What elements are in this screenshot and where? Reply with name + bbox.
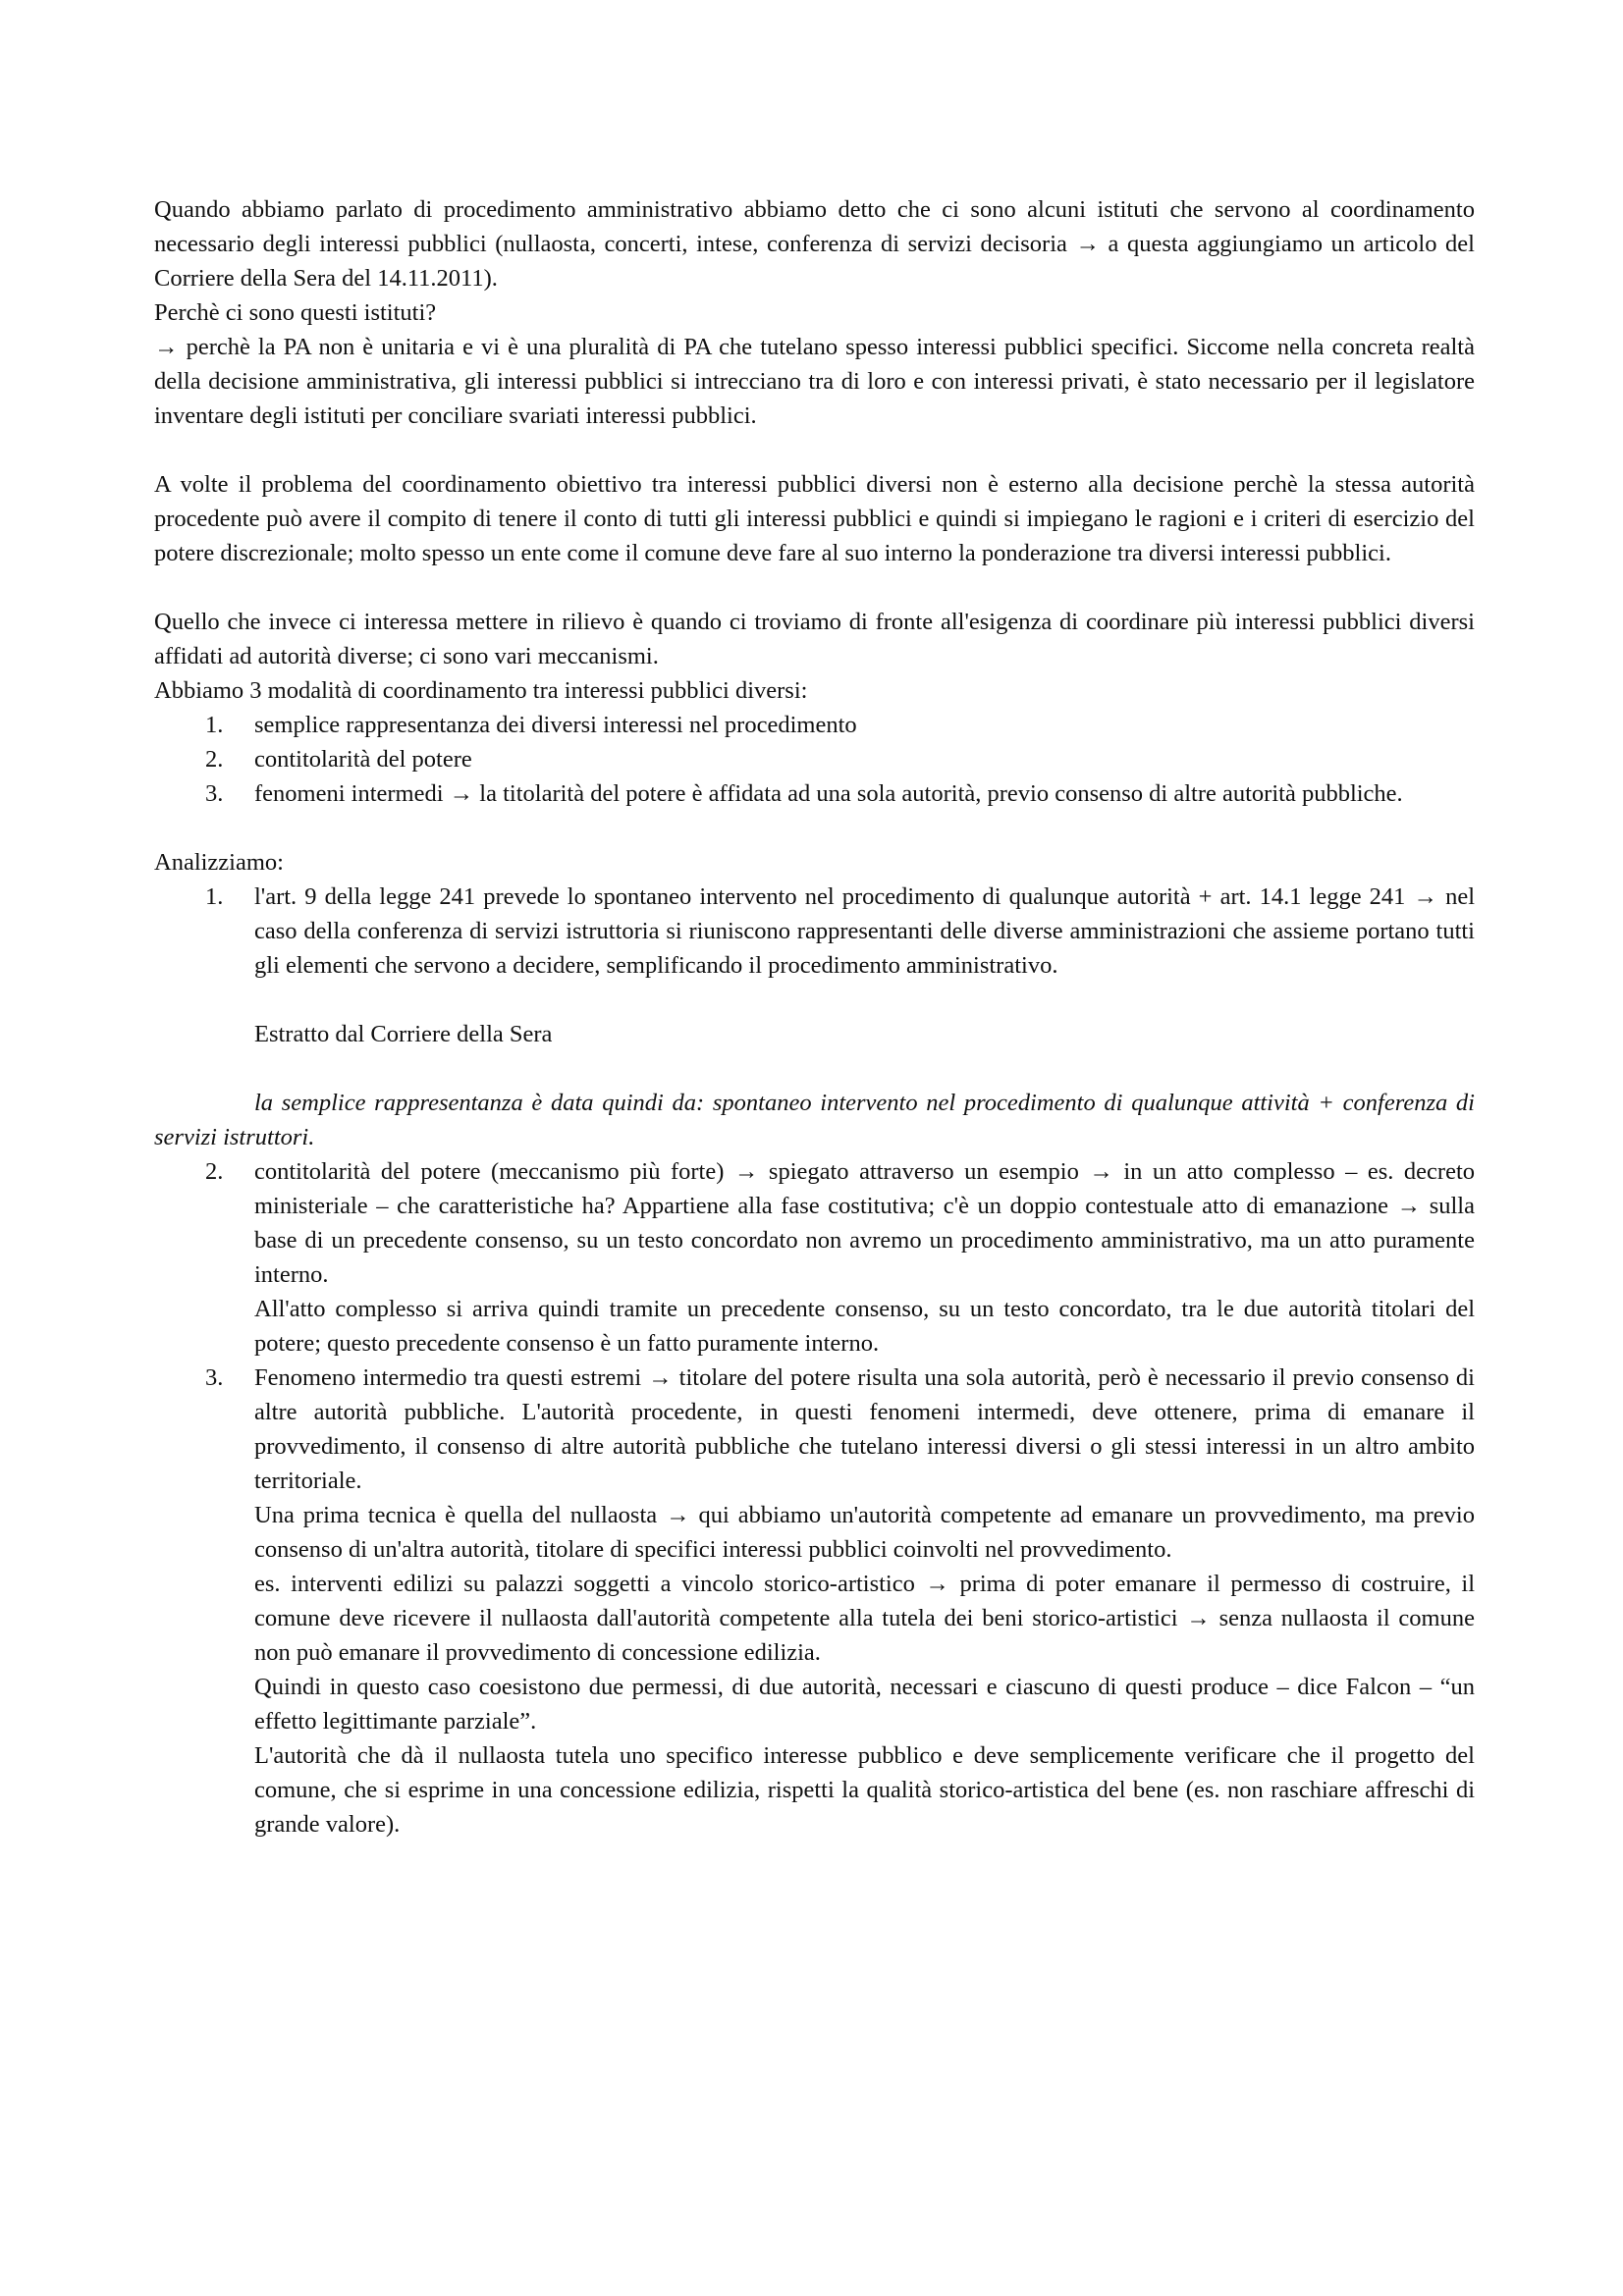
list-item <box>154 742 1475 776</box>
list-number: 3. <box>205 1364 224 1391</box>
analysis-heading: Analizziamo: <box>154 849 284 876</box>
list-text-continuation: Quindi in questo caso coesistono due permessi, di due autorità, necessari e ciascuno di questi produce – dice Falcon – “un effetto legittimante parziale”. <box>254 1674 1475 1735</box>
modalities-list <box>154 708 1475 811</box>
list-item <box>154 708 1475 742</box>
answer-paragraph: → perchè la PA non è unitaria e vi è una pluralità di PA che tutelano spesso interessi pubblici specifici. Siccome nella concreta realtà della decisione amministrativa, gli interessi pubblici si intrecciano tra di loro e con interessi privati, è stato necessario per il legislatore inventare degli istituti per conciliare svariati interessi pubblici. <box>154 334 1475 429</box>
list-text-continuation: es. interventi edilizi su palazzi soggetti a vincolo storico-artistico → prima di poter emanare il permesso di costruire, il comune deve ricevere il nullaosta dall'autorità competente alla tutela dei beni storico-artistici → senza nullaosta il comune non può emanare il provvedimento di concessione edilizia. <box>254 1571 1475 1666</box>
italic-note: la semplice rappresentanza è data quindi da: spontaneo intervento nel procedimento di qualunque attività + conferenza di servizi istruttori. <box>154 1090 1475 1150</box>
list-number: 2. <box>205 1158 224 1185</box>
list-text-continuation: All'atto complesso si arriva quindi tramite un precedente consenso, su un testo concordato, tra le due autorità titolari del potere; questo precedente consenso è un fatto puramente interno. <box>254 1296 1475 1357</box>
extract-label: Estratto dal Corriere della Sera <box>254 1021 553 1047</box>
list-text: fenomeni intermedi → la titolarità del potere è affidata ad una sola autorità, previo consenso di altre autorità pubbliche. <box>254 780 1403 807</box>
list-text-continuation: Una prima tecnica è quella del nullaosta → qui abbiamo un'autorità competente ad emanare un provvedimento, ma previo consenso di un'altra autorità, titolare di specifici interessi pubblici coinvolti nel provvedimento. <box>254 1502 1475 1563</box>
intro-paragraph: Quando abbiamo parlato di procedimento amministrativo abbiamo detto che ci sono alcuni istituti che servono al coordinamento necessario degli interessi pubblici (nullaosta, concerti, intese, conferenza di servizi decisoria → a questa aggiungiamo un articolo del Corriere della Sera del 14.11.2011). <box>154 196 1475 292</box>
analysis-list-3 <box>154 1361 1475 1842</box>
analysis-list-1 <box>154 880 1475 983</box>
list-number: 1. <box>205 883 224 910</box>
document-body <box>154 192 1475 1842</box>
list-number: 2. <box>205 746 224 773</box>
list-text: semplice rappresentanza dei diversi interessi nel procedimento <box>254 712 857 738</box>
list-text: contitolarità del potere (meccanismo più forte) → spiegato attraverso un esempio → in un atto complesso – es. decreto ministeriale – che caratteristiche ha? Appartiene alla fase costitutiva; c'è un doppio contestuale atto di emanazione → sulla base di un precedente consenso, su un testo concordato non avremo un procedimento amministrativo, ma un atto puramente interno. <box>254 1158 1475 1288</box>
list-text: Fenomeno intermedio tra questi estremi → titolare del potere risulta una sola autorità, però è necessario il previo consenso di altre autorità pubbliche. L'autorità procedente, in questi fenomeni intermedi, deve ottenere, prima di emanare il provvedimento, il consenso di altre autorità pubbliche che tutelano interessi diversi o gli stessi interessi in un altro ambito territoriale. <box>254 1364 1475 1494</box>
list-number: 1. <box>205 712 224 738</box>
coordination-paragraph: A volte il problema del coordinamento obiettivo tra interessi pubblici diversi non è esterno alla decisione perchè la stessa autorità procedente può avere il compito di tenere il conto di tutti gli interessi pubblici e quindi si impiegano le ragioni e i criteri di esercizio del potere discrezionale; molto spesso un ente come il comune deve fare al suo interno la ponderazione tra diversi interessi pubblici. <box>154 471 1475 566</box>
list-item <box>154 1154 1475 1361</box>
list-text-continuation: L'autorità che dà il nullaosta tutela uno specifico interesse pubblico e deve semplicemente verificare che il progetto del comune, che si esprime in una concessione edilizia, rispetti la qualità storico-artistica del bene (es. non raschiare affreschi di grande valore). <box>254 1742 1475 1838</box>
list-item <box>154 776 1475 811</box>
list-number: 3. <box>205 780 224 807</box>
question-line: Perchè ci sono questi istituti? <box>154 299 437 326</box>
list-text: contitolarità del potere <box>254 746 472 773</box>
list-item <box>154 1361 1475 1842</box>
modalities-intro: Abbiamo 3 modalità di coordinamento tra interessi pubblici diversi: <box>154 677 808 704</box>
list-text: l'art. 9 della legge 241 prevede lo spontaneo intervento nel procedimento di qualunque autorità + art. 14.1 legge 241 → nel caso della conferenza di servizi istruttoria si riuniscono rappresentanti delle diverse amministrazioni che assieme portano tutti gli elementi che servono a decidere, semplificando il procedimento amministrativo. <box>254 883 1475 979</box>
interest-paragraph: Quello che invece ci interessa mettere in rilievo è quando ci troviamo di fronte all'esigenza di coordinare più interessi pubblici diversi affidati ad autorità diverse; ci sono vari meccanismi. <box>154 609 1475 669</box>
analysis-list-2 <box>154 1154 1475 1361</box>
list-item <box>154 880 1475 983</box>
